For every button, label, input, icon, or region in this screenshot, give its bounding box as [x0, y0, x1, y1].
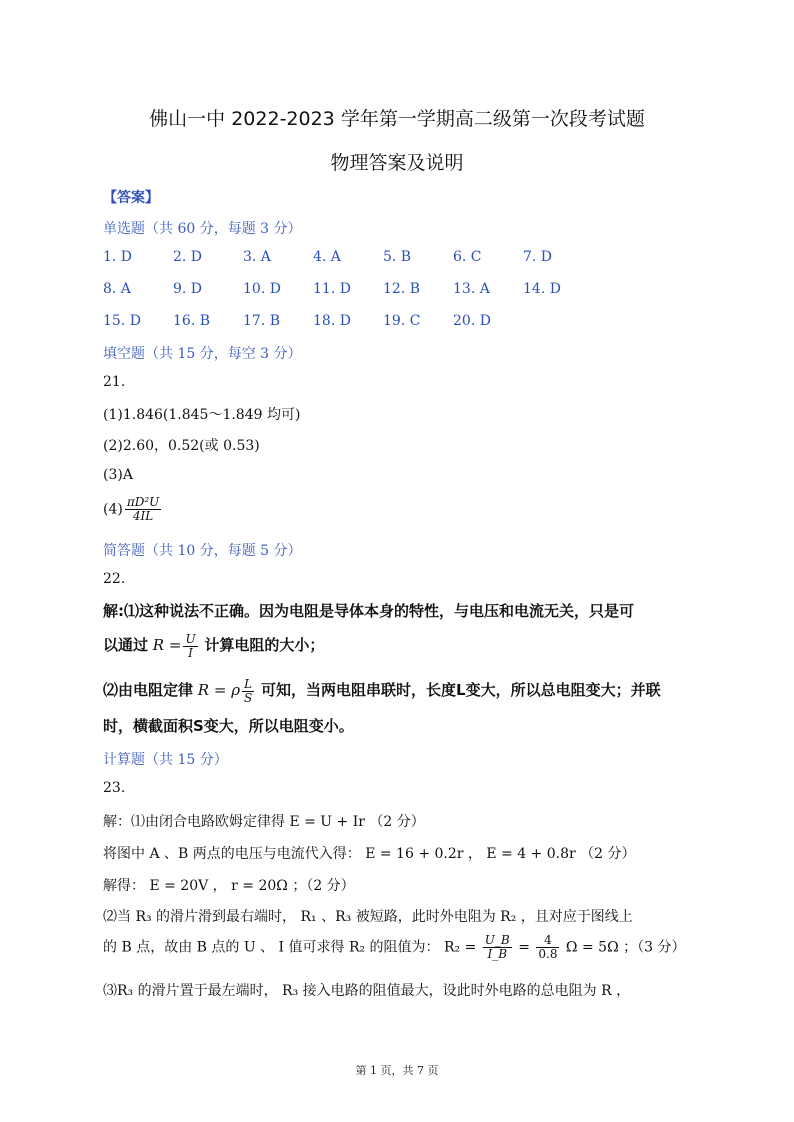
q22-line3: ⑵由电阻定律 R = ρ $\frac{L}{S}$ 可知，当两电阻串联时，长度L变大，所以总电阻变大；并联 — [103, 676, 661, 705]
mcq-answer: 17. B — [243, 313, 281, 329]
mcq-heading: 单选题（共 60 分，每题 3 分） — [103, 221, 302, 237]
mcq-answer: 15. D — [103, 313, 141, 329]
q23-line5: 的 B 点，故由 B 点的 U 、 I 值可求得 R₂ 的阻值为： R₂ = $\frac{U\_B}{I\_B}$ = $\frac{4}{0.8}$ Ω = 5Ω ；（3 分） — [103, 933, 686, 961]
q21-fraction — [125, 496, 161, 523]
short-heading: 简答题（共 10 分，每题 5 分） — [103, 543, 302, 559]
mcq-answer: 19. C — [383, 313, 421, 329]
mcq-answer: 18. D — [313, 313, 351, 329]
q21-part2: (2)2.60，0.52(或 0.53) — [103, 438, 260, 454]
q21-part3: (3)A — [103, 467, 133, 483]
mcq-answer: 6. C — [453, 249, 482, 265]
q23-line6: ⑶R₃ 的滑片置于最左端时， R₃ 接入电路的阻值最大，设此时外电路的总电阻为 R ， — [103, 983, 631, 999]
resistance-formula: R = — [152, 636, 182, 654]
page-subtitle: 物理答案及说明 — [330, 152, 464, 174]
q23-line4: ⑵当 R₃ 的滑片滑到最右端时， R₁ 、R₃ 被短路，此时外电阻为 R₂ ，且对应于图线上 — [103, 909, 633, 925]
mcq-answer: 16. B — [173, 313, 211, 329]
fill-heading: 填空题（共 15 分，每空 3 分） — [103, 346, 302, 362]
fraction-denominator: 4IL — [132, 509, 154, 523]
resistivity-formula: R = ρ — [197, 681, 241, 699]
q23-line1: 解：⑴由闭合电路欧姆定律得 E = U + Ir （2 分） — [103, 814, 425, 830]
mcq-answer: 5. B — [383, 249, 412, 265]
r2-fraction-1: $\frac{U\_B}{I\_B}$ — [484, 933, 510, 961]
page-footer: 第 1 页，共 7 页 — [355, 1064, 439, 1077]
mcq-answer: 14. D — [523, 281, 561, 297]
q23-line2: 将图中 A 、B 两点的电压与电流代入得： E = 16 + 0.2r ， E = 4 + 0.8r （2 分） — [103, 846, 636, 862]
resistance-fraction: $\frac{U}{I}$ — [185, 631, 196, 660]
mcq-answer: 4. A — [313, 249, 341, 265]
calc-heading: 计算题（共 15 分） — [103, 752, 228, 768]
q22-line4: 时，横截面积S变大，所以电阻变小。 — [103, 717, 354, 735]
q21-part4-prefix: (4) — [103, 501, 123, 518]
mcq-answer: 8. A — [103, 281, 131, 297]
mcq-answer: 2. D — [173, 249, 203, 265]
mcq-answer: 10. D — [243, 281, 281, 297]
q21-part1: (1)1.846(1.845～1.849 均可) — [103, 407, 301, 423]
q23-number: 23. — [103, 780, 126, 796]
q22-line2: 以通过 R = $\frac{U}{I}$ 计算电阻的大小； — [103, 631, 325, 660]
answer-label-line — [103, 187, 159, 207]
mcq-answer: 12. B — [383, 281, 421, 297]
mcq-answer: 11. D — [313, 281, 351, 297]
mcq-answer: 20. D — [453, 313, 491, 329]
answer-label: 【答案】 — [103, 190, 159, 206]
page-title: 佛山一中 2022-2023 学年第一学期高二级第一次段考试题 — [149, 108, 645, 130]
mcq-answer: 13. A — [453, 281, 490, 297]
mcq-answer: 1. D — [103, 249, 133, 265]
q22-line1: 解:⑴这种说法不正确。因为电阻是导体本身的特性，与电压和电流无关，只是可 — [103, 602, 635, 620]
q21-part4 — [103, 496, 163, 523]
q22-number: 22. — [103, 571, 126, 587]
mcq-answer: 7. D — [523, 249, 553, 265]
mcq-answer: 3. A — [243, 249, 271, 265]
r2-fraction-2: $\frac{4}{0.8}$ — [538, 933, 558, 961]
fraction-numerator: πD²U — [126, 495, 160, 509]
resistivity-fraction: $\frac{L}{S}$ — [244, 676, 253, 705]
q23-line3: 解得： E = 20V ， r = 20Ω ；（2 分） — [103, 878, 355, 894]
q21-number: 21. — [103, 374, 126, 390]
mcq-answer: 9. D — [173, 281, 203, 297]
